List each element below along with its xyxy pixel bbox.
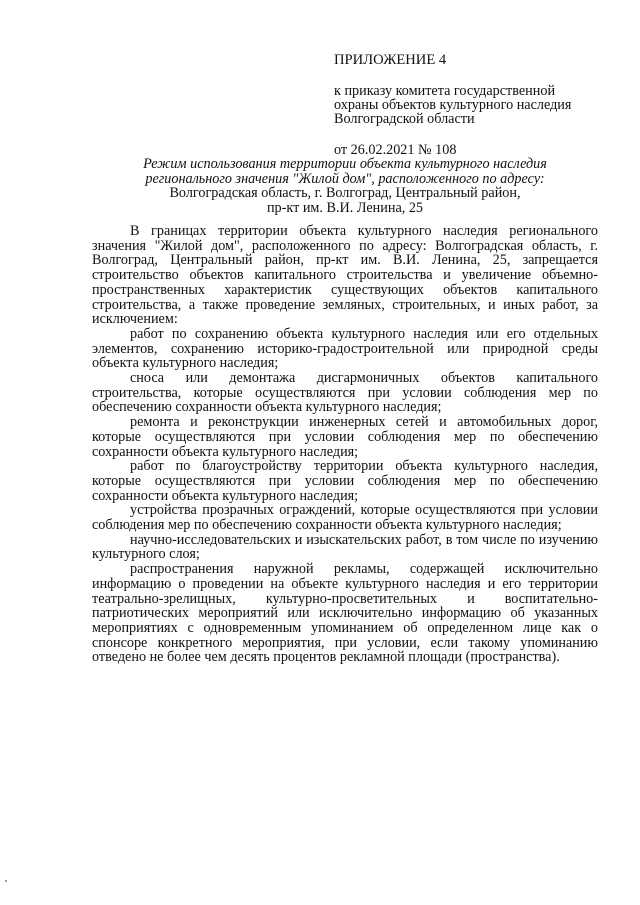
title-line-2: регионального значения "Жилой дом", расположенного по адресу: xyxy=(145,170,545,187)
title-line-4: пр-кт им. В.И. Ленина, 25 xyxy=(266,199,424,216)
order-line-1: к приказу комитета государственной xyxy=(334,83,556,99)
title-line-3: Волгоградская область, г. Волгоград, Центральный район, xyxy=(169,185,521,202)
order-date: от 26.02.2021 № 108 xyxy=(334,142,457,158)
exception-item: научно-исследовательских и изыскательских работ, в том числе по изучению культурного слоя; xyxy=(92,531,598,563)
intro-paragraph: В границах территории объекта культурного наследия регионального значения "Жилой дом", расположенного по адресу: Волгоградская область, г. Волгоград, Центральный район, пр-кт им. В.И. Ленина, 25, запрещается строительство объектов капитального строительства и увеличение объемно-пространственных характеристик существующих объектов капитального строительства, а также проведение земляных, строительных, и иных работ, за исключением: xyxy=(92,223,598,328)
exception-item: работ по сохранению объекта культурного наследия или его отдельных элементов, сохранению историко-градостроительной или природной среды объекта культурного наследия; xyxy=(92,325,598,372)
exception-item: сноса или демонтажа дисгармоничных объектов капитального строительства, которые осуществляются при условии соблюдения мер по обеспечению сохранности объекта культурного наследия; xyxy=(92,370,598,416)
exception-item: работ по благоустройству территории объекта культурного наследия, которые осуществляются при условии соблюдения мер по обеспечению сохранности объекта культурного наследия; xyxy=(92,458,598,504)
exception-item: устройства прозрачных ограждений, которые осуществляются при условии соблюдения мер по обеспечению сохранности объекта культурного наследия; xyxy=(92,502,598,534)
title-line-1: Режим использования территории объекта культурного наследия xyxy=(143,156,547,172)
order-line-2: охраны объектов культурного наследия xyxy=(334,97,572,113)
order-reference xyxy=(334,84,624,126)
document-body xyxy=(92,224,598,665)
document-title xyxy=(110,157,580,215)
order-line-3: Волгоградской области xyxy=(334,111,475,127)
exception-item: ремонта и реконструкции инженерных сетей и автомобильных дорог, которые осуществляются при условии соблюдения мер по обеспечению сохранности объекта культурного наследия; xyxy=(92,414,598,460)
exception-item: распространения наружной рекламы, содержащей исключительно информацию о проведении на объекте культурного наследия и его территории театрально-зрелищных, культурно-просветительных и воспитательно-патриотических мероприятий или исключительно информацию об указанных мероприятиях с одновременным упоминанием об определенном лице как о спонсоре конкретного мероприятия, при условии, если такому упоминанию отведено не более чем десять процентов рекламной площади (пространства). xyxy=(92,561,598,666)
scan-artifact xyxy=(5,880,7,882)
appendix-header xyxy=(334,52,624,157)
appendix-title: ПРИЛОЖЕНИЕ 4 xyxy=(334,52,447,68)
